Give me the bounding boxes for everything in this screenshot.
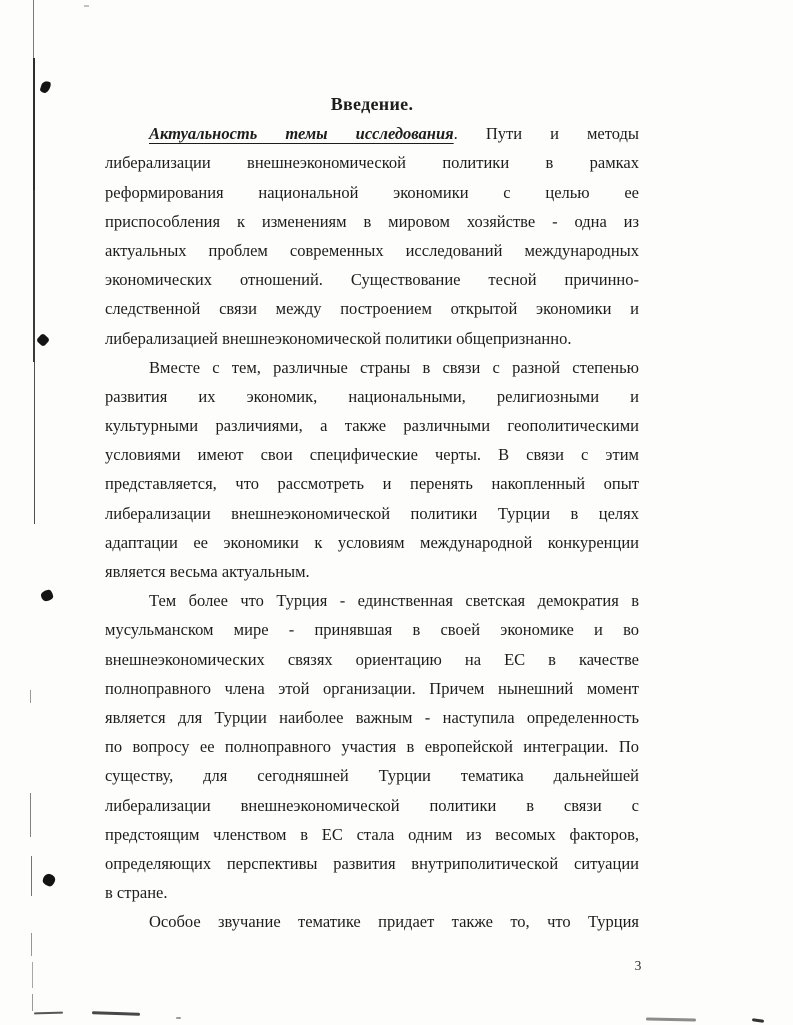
text-line: представляется, что рассмотреть и перенять накопленный опыт: [105, 474, 639, 494]
ink-blot-mark: [42, 873, 57, 888]
scan-edge-line: [33, 0, 34, 58]
text-line: определяющих перспективы развития внутриполитической ситуации: [105, 853, 639, 873]
paragraph: [105, 586, 639, 907]
paragraph: [105, 353, 639, 587]
text-line: условиями имеют свои специфические черты. В связи с этим: [105, 445, 639, 465]
paragraph: [105, 907, 639, 936]
paragraph: [105, 119, 639, 353]
lead-phrase-underlined: Актуальность темы исследования: [149, 124, 454, 144]
scan-edge-line: [30, 690, 31, 703]
document-body: [105, 90, 639, 936]
scan-artifact-line: [176, 1017, 181, 1019]
text-line: либерализации внешнеэкономической политики в связи с: [105, 795, 639, 815]
scan-artifact-line: [752, 1018, 764, 1023]
text-line: мусульманском мире - принявшая в своей экономике и во: [105, 620, 639, 640]
scan-speck: [84, 5, 89, 7]
text-line: актуальных проблем современных исследований международных: [105, 240, 639, 260]
scan-edge-line: [34, 362, 35, 524]
scan-edge-line: [33, 190, 35, 362]
text-line: Тем более что Турция - единственная светская демократия в: [149, 591, 639, 611]
scan-artifact-line: [92, 1011, 140, 1015]
text-line: экономических отношений. Существование тесной причинно-: [105, 270, 639, 290]
text-line: Актуальность темы исследования. Пути и методы: [149, 124, 640, 144]
text-line: в стране.: [105, 883, 168, 903]
text-line: следственной связи между построением открытой экономики и: [105, 299, 639, 319]
scan-edge-line: [32, 994, 33, 1011]
text-line: Вместе с тем, различные страны в связи с разной степенью: [149, 357, 639, 377]
text-line: реформирования национальной экономики с целью ее: [105, 182, 639, 202]
text-line: либерализацией внешнеэкономической политики общепризнанно.: [105, 328, 572, 348]
scan-edge-line: [33, 58, 35, 190]
scan-edge-line: [30, 793, 31, 837]
text-line: является для Турции наиболее важным - наступила определенность: [105, 707, 639, 727]
text-line: адаптации ее экономики к условиям международной конкуренции: [105, 532, 639, 552]
text-line: предстоящим членством в ЕС стала одним из весомых факторов,: [105, 824, 639, 844]
text-line: является весьма актуальным.: [105, 562, 310, 582]
text-line: либерализации внешнеэкономической политики Турции в целях: [105, 503, 639, 523]
scan-edge-line: [31, 933, 32, 956]
scan-edge-line: [32, 962, 33, 988]
text-line: либерализации внешнеэкономической политики в рамках: [105, 153, 639, 173]
scan-artifact-line: [646, 1017, 696, 1021]
ink-blot-mark: [36, 333, 50, 347]
paragraphs-container: [105, 119, 639, 936]
ink-blot-mark: [39, 80, 51, 94]
scan-edge-line: [31, 856, 32, 896]
ink-blot-mark: [40, 589, 53, 602]
page-number: 3: [634, 958, 642, 973]
section-heading: Введение.: [330, 94, 414, 114]
text-line: полноправного члена этой организации. Причем нынешний момент: [105, 678, 639, 698]
text-line: внешнеэкономических связях ориентацию на ЕС в качестве: [105, 649, 639, 669]
text-line: развития их экономик, национальными, религиозными и: [105, 386, 639, 406]
text-line: культурными различиями, а также различными геополитическими: [105, 416, 639, 436]
text-line: приспособления к изменениям в мировом хозяйстве - одна из: [105, 211, 639, 231]
text-line: по вопросу ее полноправного участия в европейской интеграции. По: [105, 737, 639, 757]
text-line: существу, для сегодняшней Турции тематика дальнейшей: [105, 766, 639, 786]
text-line: Особое звучание тематике придает также то, что Турция: [149, 912, 639, 932]
scan-artifact-line: [34, 1012, 63, 1015]
